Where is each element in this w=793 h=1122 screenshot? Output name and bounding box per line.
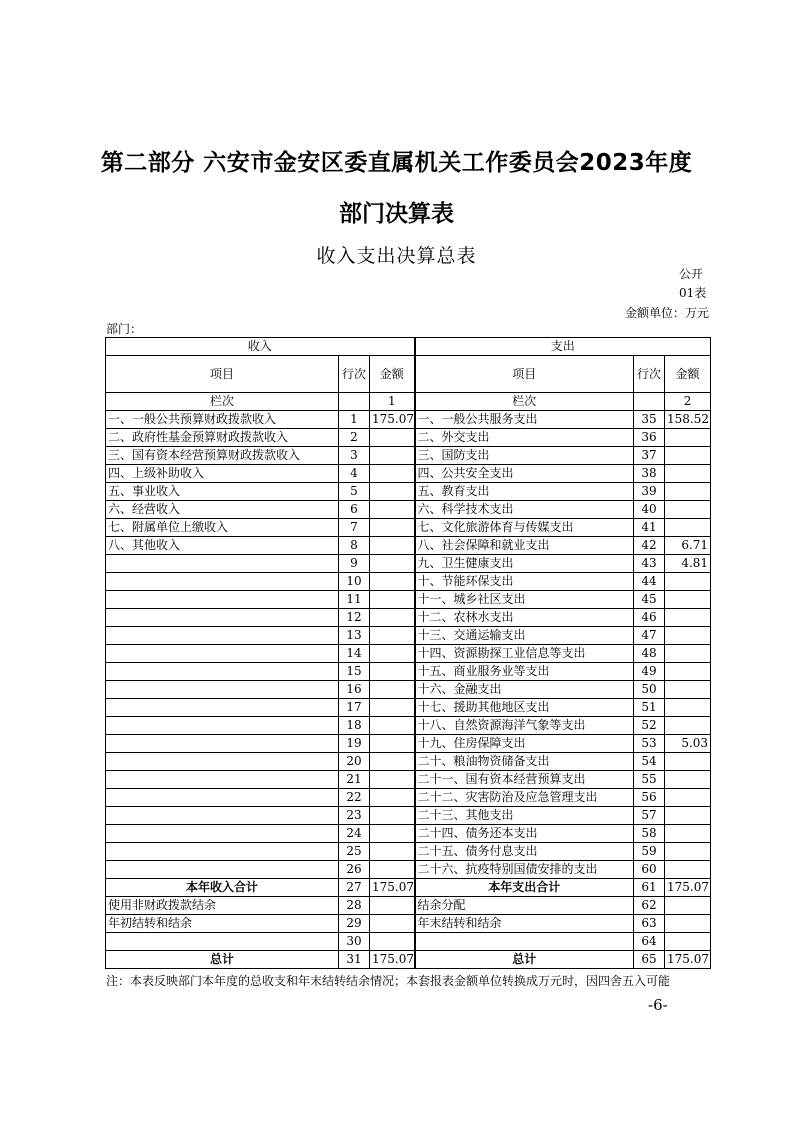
income-amount bbox=[370, 843, 415, 861]
income-amount bbox=[370, 591, 415, 609]
expense-item: 六、科学技术支出 bbox=[415, 501, 634, 519]
income-item bbox=[106, 573, 339, 591]
income-amount bbox=[370, 753, 415, 771]
income-item: 三、国有资本经营预算财政拨款收入 bbox=[106, 447, 339, 465]
expense-item: 三、国防支出 bbox=[415, 447, 634, 465]
expense-amount bbox=[665, 663, 711, 681]
expense-item: 十四、资源勘探工业信息等支出 bbox=[415, 645, 634, 663]
expense-item: 十九、住房保障支出 bbox=[415, 735, 634, 753]
income-line: 4 bbox=[339, 465, 370, 483]
income-line: 19 bbox=[339, 735, 370, 753]
income-item bbox=[106, 645, 339, 663]
expense-amount: 5.03 bbox=[665, 735, 711, 753]
income-amount bbox=[370, 465, 415, 483]
expense-item: 十七、援助其他地区支出 bbox=[415, 699, 634, 717]
expense-amount bbox=[665, 501, 711, 519]
table-row bbox=[106, 483, 711, 501]
expense-amount bbox=[665, 717, 711, 735]
table-title: 收入支出决算总表 bbox=[316, 245, 477, 267]
income-line: 18 bbox=[339, 717, 370, 735]
income-item bbox=[106, 771, 339, 789]
expense-item: 八、社会保障和就业支出 bbox=[415, 537, 634, 555]
income-item: 七、附属单位上缴收入 bbox=[106, 519, 339, 537]
income-amount bbox=[370, 933, 415, 951]
table-row bbox=[106, 555, 711, 573]
income-item: 六、经营收入 bbox=[106, 501, 339, 519]
income-item: 一、一般公共预算财政拨款收入 bbox=[106, 411, 339, 429]
income-item bbox=[106, 825, 339, 843]
income-amount: 175.07 bbox=[370, 411, 415, 429]
expense-line: 37 bbox=[634, 447, 665, 465]
expense-line: 44 bbox=[634, 573, 665, 591]
income-line: 1 bbox=[339, 411, 370, 429]
income-line: 27 bbox=[339, 879, 370, 897]
expense-line: 63 bbox=[634, 915, 665, 933]
income-line: 22 bbox=[339, 789, 370, 807]
income-item: 年初结转和结余 bbox=[106, 915, 339, 933]
income-line: 11 bbox=[339, 591, 370, 609]
income-line: 23 bbox=[339, 807, 370, 825]
table-row bbox=[106, 519, 711, 537]
expense-amount bbox=[665, 627, 711, 645]
expense-line: 45 bbox=[634, 591, 665, 609]
expense-line: 50 bbox=[634, 681, 665, 699]
table-row bbox=[106, 681, 711, 699]
income-item-header: 项目 bbox=[106, 356, 339, 393]
income-item bbox=[106, 753, 339, 771]
income-line: 30 bbox=[339, 933, 370, 951]
table-row bbox=[106, 465, 711, 483]
table-row bbox=[106, 717, 711, 735]
expense-line: 64 bbox=[634, 933, 665, 951]
table-row bbox=[106, 879, 711, 897]
income-line: 8 bbox=[339, 537, 370, 555]
expense-amount bbox=[665, 681, 711, 699]
income-line: 6 bbox=[339, 501, 370, 519]
income-line: 28 bbox=[339, 897, 370, 915]
income-line: 7 bbox=[339, 519, 370, 537]
table-row bbox=[106, 663, 711, 681]
expense-item: 十、节能环保支出 bbox=[415, 573, 634, 591]
income-amount bbox=[370, 483, 415, 501]
expense-line: 40 bbox=[634, 501, 665, 519]
income-amount bbox=[370, 735, 415, 753]
table-row bbox=[106, 537, 711, 555]
table-row bbox=[106, 699, 711, 717]
expense-item: 十五、商业服务业等支出 bbox=[415, 663, 634, 681]
expense-amount bbox=[665, 591, 711, 609]
expense-line: 49 bbox=[634, 663, 665, 681]
income-amount bbox=[370, 825, 415, 843]
expense-column-no: 栏次 bbox=[415, 393, 634, 411]
expense-amount bbox=[665, 771, 711, 789]
expense-line-header: 行次 bbox=[634, 356, 665, 393]
expense-item: 二十六、抗疫特别国债安排的支出 bbox=[415, 861, 634, 879]
expense-amount bbox=[665, 789, 711, 807]
expense-item: 二十一、国有资本经营预算支出 bbox=[415, 771, 634, 789]
expense-item: 总计 bbox=[415, 951, 634, 969]
income-expense-table bbox=[105, 337, 711, 969]
income-column-1: 1 bbox=[370, 393, 415, 411]
table-row bbox=[106, 627, 711, 645]
income-amount bbox=[370, 771, 415, 789]
expense-item: 二十二、灾害防治及应急管理支出 bbox=[415, 789, 634, 807]
income-amount bbox=[370, 447, 415, 465]
expense-line: 57 bbox=[634, 807, 665, 825]
income-header: 收入 bbox=[106, 338, 415, 356]
expense-amount bbox=[665, 447, 711, 465]
expense-item: 七、文化旅游体育与传媒支出 bbox=[415, 519, 634, 537]
expense-line: 38 bbox=[634, 465, 665, 483]
income-item bbox=[106, 789, 339, 807]
expense-amount bbox=[665, 897, 711, 915]
table-row bbox=[106, 753, 711, 771]
income-item: 二、政府性基金预算财政拨款收入 bbox=[106, 429, 339, 447]
expense-header: 支出 bbox=[415, 338, 711, 356]
table-row bbox=[106, 843, 711, 861]
document-title: 第二部分 六安市金安区委直属机关工作委员会2023年度 bbox=[100, 150, 693, 176]
income-item: 八、其他收入 bbox=[106, 537, 339, 555]
table-row bbox=[106, 411, 711, 429]
income-amount bbox=[370, 789, 415, 807]
expense-line: 36 bbox=[634, 429, 665, 447]
income-line: 10 bbox=[339, 573, 370, 591]
income-amount bbox=[370, 663, 415, 681]
income-line: 5 bbox=[339, 483, 370, 501]
income-line: 24 bbox=[339, 825, 370, 843]
income-amount bbox=[370, 429, 415, 447]
table-row bbox=[106, 915, 711, 933]
form-number: 公开01表 bbox=[679, 267, 707, 300]
income-amount-header: 金额 bbox=[370, 356, 415, 393]
expense-amount: 175.07 bbox=[665, 951, 711, 969]
income-line: 13 bbox=[339, 627, 370, 645]
expense-amount bbox=[665, 483, 711, 501]
expense-item: 结余分配 bbox=[415, 897, 634, 915]
income-amount bbox=[370, 555, 415, 573]
expense-item: 五、教育支出 bbox=[415, 483, 634, 501]
expense-amount bbox=[665, 573, 711, 591]
income-line: 3 bbox=[339, 447, 370, 465]
expense-item: 二十、粮油物资储备支出 bbox=[415, 753, 634, 771]
expense-line: 53 bbox=[634, 735, 665, 753]
expense-line: 58 bbox=[634, 825, 665, 843]
expense-line: 43 bbox=[634, 555, 665, 573]
income-item bbox=[106, 591, 339, 609]
income-amount: 175.07 bbox=[370, 879, 415, 897]
expense-amount: 4.81 bbox=[665, 555, 711, 573]
expense-amount bbox=[665, 843, 711, 861]
expense-item: 九、卫生健康支出 bbox=[415, 555, 634, 573]
expense-line: 56 bbox=[634, 789, 665, 807]
document-subtitle: 部门决算表 bbox=[339, 201, 454, 227]
income-line-header: 行次 bbox=[339, 356, 370, 393]
expense-item: 二十五、债务付息支出 bbox=[415, 843, 634, 861]
expense-line: 47 bbox=[634, 627, 665, 645]
expense-item: 年末结转和结余 bbox=[415, 915, 634, 933]
table-row bbox=[106, 429, 711, 447]
expense-item: 四、公共安全支出 bbox=[415, 465, 634, 483]
expense-line: 46 bbox=[634, 609, 665, 627]
income-item: 四、上级补助收入 bbox=[106, 465, 339, 483]
table-row bbox=[106, 735, 711, 753]
expense-amount: 175.07 bbox=[665, 879, 711, 897]
expense-item: 二十四、债务还本支出 bbox=[415, 825, 634, 843]
expense-item bbox=[415, 933, 634, 951]
expense-amount bbox=[665, 861, 711, 879]
expense-line: 62 bbox=[634, 897, 665, 915]
income-item bbox=[106, 807, 339, 825]
table-row bbox=[106, 609, 711, 627]
amount-unit: 金额单位：万元 bbox=[624, 306, 709, 320]
table-row bbox=[106, 933, 711, 951]
income-amount bbox=[370, 501, 415, 519]
page-number: -6- bbox=[648, 996, 668, 1014]
expense-item: 十三、交通运输支出 bbox=[415, 627, 634, 645]
expense-line: 35 bbox=[634, 411, 665, 429]
income-amount bbox=[370, 609, 415, 627]
income-amount bbox=[370, 681, 415, 699]
income-item: 使用非财政拨款结余 bbox=[106, 897, 339, 915]
income-amount bbox=[370, 699, 415, 717]
expense-line: 41 bbox=[634, 519, 665, 537]
income-item bbox=[106, 555, 339, 573]
expense-column-2: 2 bbox=[665, 393, 711, 411]
expense-line: 65 bbox=[634, 951, 665, 969]
expense-amount bbox=[665, 915, 711, 933]
income-line: 2 bbox=[339, 429, 370, 447]
income-item: 五、事业收入 bbox=[106, 483, 339, 501]
income-item bbox=[106, 663, 339, 681]
expense-item: 二十三、其他支出 bbox=[415, 807, 634, 825]
expense-line: 42 bbox=[634, 537, 665, 555]
table-row bbox=[106, 861, 711, 879]
expense-item: 二、外交支出 bbox=[415, 429, 634, 447]
table-row bbox=[106, 645, 711, 663]
expense-item: 十一、城乡社区支出 bbox=[415, 591, 634, 609]
department-label: 部门： bbox=[106, 322, 143, 336]
expense-line: 54 bbox=[634, 753, 665, 771]
income-line: 9 bbox=[339, 555, 370, 573]
income-item: 总计 bbox=[106, 951, 339, 969]
income-amount bbox=[370, 861, 415, 879]
income-line: 20 bbox=[339, 753, 370, 771]
table-row bbox=[106, 807, 711, 825]
income-amount bbox=[370, 807, 415, 825]
expense-amount bbox=[665, 465, 711, 483]
expense-amount bbox=[665, 609, 711, 627]
income-line: 21 bbox=[339, 771, 370, 789]
income-column-no: 栏次 bbox=[106, 393, 339, 411]
income-line: 31 bbox=[339, 951, 370, 969]
table-row bbox=[106, 897, 711, 915]
income-item bbox=[106, 627, 339, 645]
income-item bbox=[106, 609, 339, 627]
income-item bbox=[106, 681, 339, 699]
income-item bbox=[106, 933, 339, 951]
income-amount bbox=[370, 897, 415, 915]
expense-line: 61 bbox=[634, 879, 665, 897]
expense-line: 52 bbox=[634, 717, 665, 735]
income-item: 本年收入合计 bbox=[106, 879, 339, 897]
table-row bbox=[106, 573, 711, 591]
expense-item: 十八、自然资源海洋气象等支出 bbox=[415, 717, 634, 735]
expense-amount bbox=[665, 753, 711, 771]
expense-item: 十二、农林水支出 bbox=[415, 609, 634, 627]
income-item bbox=[106, 861, 339, 879]
income-amount bbox=[370, 627, 415, 645]
expense-item: 一、一般公共服务支出 bbox=[415, 411, 634, 429]
income-line: 16 bbox=[339, 681, 370, 699]
expense-amount: 6.71 bbox=[665, 537, 711, 555]
income-amount bbox=[370, 645, 415, 663]
income-line: 25 bbox=[339, 843, 370, 861]
income-line: 29 bbox=[339, 915, 370, 933]
income-item bbox=[106, 699, 339, 717]
income-amount bbox=[370, 519, 415, 537]
footnote: 注：本表反映部门本年度的总收支和年末结转结余情况；本套报表金额单位转换成万元时，因四舍五入可能 bbox=[106, 974, 671, 988]
income-item bbox=[106, 843, 339, 861]
table-row bbox=[106, 951, 711, 969]
income-line: 14 bbox=[339, 645, 370, 663]
expense-line: 55 bbox=[634, 771, 665, 789]
table-row bbox=[106, 447, 711, 465]
expense-line: 59 bbox=[634, 843, 665, 861]
expense-amount bbox=[665, 429, 711, 447]
expense-line: 39 bbox=[634, 483, 665, 501]
expense-amount bbox=[665, 933, 711, 951]
expense-amount bbox=[665, 519, 711, 537]
table-row bbox=[106, 501, 711, 519]
expense-amount bbox=[665, 807, 711, 825]
expense-item: 十六、金融支出 bbox=[415, 681, 634, 699]
income-line: 26 bbox=[339, 861, 370, 879]
expense-amount bbox=[665, 645, 711, 663]
expense-amount bbox=[665, 825, 711, 843]
expense-item-header: 项目 bbox=[415, 356, 634, 393]
income-item bbox=[106, 717, 339, 735]
expense-amount bbox=[665, 699, 711, 717]
income-amount bbox=[370, 537, 415, 555]
expense-amount: 158.52 bbox=[665, 411, 711, 429]
expense-line: 60 bbox=[634, 861, 665, 879]
expense-line: 51 bbox=[634, 699, 665, 717]
income-item bbox=[106, 735, 339, 753]
income-line: 15 bbox=[339, 663, 370, 681]
table-row bbox=[106, 789, 711, 807]
income-line: 12 bbox=[339, 609, 370, 627]
income-amount bbox=[370, 717, 415, 735]
table-row bbox=[106, 825, 711, 843]
expense-item: 本年支出合计 bbox=[415, 879, 634, 897]
income-amount bbox=[370, 915, 415, 933]
expense-line: 48 bbox=[634, 645, 665, 663]
income-amount: 175.07 bbox=[370, 951, 415, 969]
income-line: 17 bbox=[339, 699, 370, 717]
income-amount bbox=[370, 573, 415, 591]
table-row bbox=[106, 591, 711, 609]
expense-amount-header: 金额 bbox=[665, 356, 711, 393]
table-row bbox=[106, 771, 711, 789]
